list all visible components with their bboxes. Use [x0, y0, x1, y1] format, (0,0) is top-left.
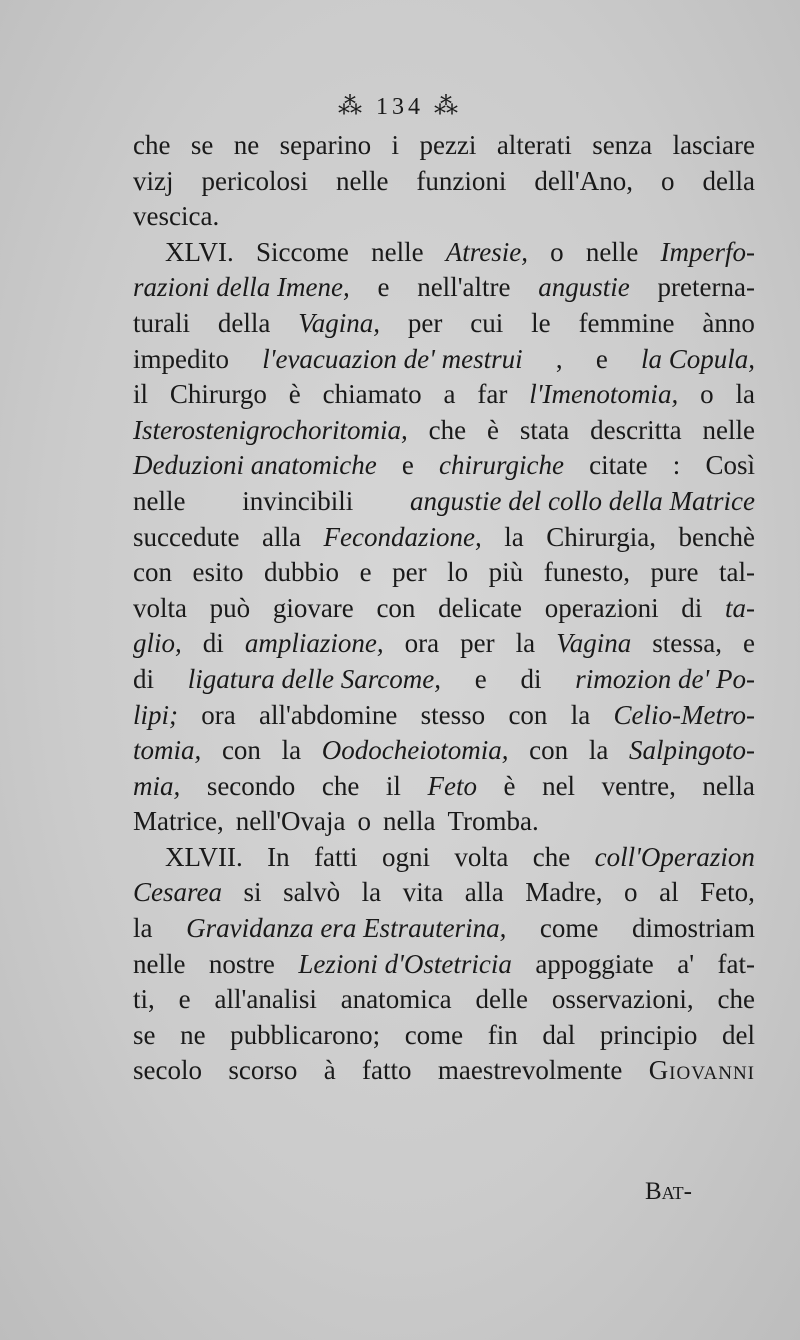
- word: è: [288, 379, 301, 410]
- word: delicate: [438, 592, 523, 623]
- word: Celio-Metro-: [613, 699, 755, 730]
- word: vita: [402, 877, 444, 908]
- word: che: [321, 770, 360, 801]
- word: Feto: [427, 770, 477, 801]
- word: Gravidanza era Estrauterina,: [186, 913, 507, 944]
- word: nelle: [133, 948, 186, 979]
- word: secolo: [133, 1055, 202, 1086]
- word: descritta: [590, 414, 682, 445]
- word: Vagina: [556, 628, 632, 659]
- word: a': [677, 948, 695, 979]
- word: Oodocheiotomia,: [321, 735, 509, 766]
- word: angustie del collo della Matrice: [410, 485, 755, 516]
- word: Siccome: [255, 236, 349, 267]
- word: Salpingoto-: [629, 735, 755, 766]
- word: Madre,: [525, 877, 603, 908]
- text-line: [133, 377, 755, 413]
- word: XLVII.: [165, 841, 243, 872]
- word: succedute: [133, 521, 240, 552]
- word: Fecondazione,: [323, 521, 482, 552]
- word: con: [221, 735, 261, 766]
- word: principio: [599, 1019, 698, 1050]
- word: la: [735, 379, 755, 410]
- word: della: [217, 307, 271, 338]
- word: esito: [192, 557, 244, 588]
- word: l'Imenotomia,: [529, 379, 679, 410]
- word: all'abdomine: [259, 699, 398, 730]
- text-line: [133, 662, 755, 698]
- word: Isterostenigrochoritomia,: [133, 414, 408, 445]
- word: più: [488, 557, 524, 588]
- word: fatti: [314, 841, 358, 872]
- word: chiamato: [322, 379, 422, 410]
- word: con: [376, 592, 416, 623]
- word: pericolosi: [201, 165, 308, 196]
- word: ,: [555, 343, 563, 374]
- word: angustie: [538, 272, 630, 303]
- word: :: [672, 450, 681, 481]
- word: all'analisi: [214, 984, 317, 1015]
- text-line: [133, 235, 755, 271]
- word: glio,: [133, 628, 182, 659]
- word: Matrice,: [133, 806, 224, 837]
- text-line: [133, 626, 755, 662]
- text-line: [133, 484, 755, 520]
- word: e: [178, 984, 191, 1015]
- word: o: [357, 806, 372, 837]
- text-line: [133, 270, 755, 306]
- word: In: [267, 841, 290, 872]
- word: scorso: [228, 1055, 298, 1086]
- text-line: [133, 982, 755, 1018]
- word: separino: [279, 130, 372, 160]
- text-line: [133, 911, 755, 947]
- word: ne: [180, 1019, 206, 1050]
- word: del: [721, 1019, 755, 1050]
- word: femmine: [578, 307, 675, 338]
- word: ora: [404, 628, 440, 659]
- word: nelle: [371, 236, 424, 267]
- word: il: [385, 770, 401, 801]
- word: o: [550, 236, 564, 267]
- ornament-left-icon: ⁂: [338, 94, 366, 120]
- text-line: [133, 520, 755, 556]
- word: o: [700, 379, 714, 410]
- text-line: [133, 448, 755, 484]
- text-line: [133, 306, 755, 342]
- text-line: [133, 1053, 755, 1089]
- page-header: [0, 92, 800, 121]
- text-line: [133, 591, 755, 627]
- word: e: [743, 628, 755, 659]
- word: o: [660, 165, 675, 196]
- word: dimostriam: [631, 913, 755, 944]
- word: con: [508, 699, 548, 730]
- word: per: [407, 307, 443, 338]
- word: appoggiate: [535, 948, 654, 979]
- word: mia,: [133, 770, 181, 801]
- word: tomia,: [133, 735, 202, 766]
- word: della: [702, 165, 755, 196]
- word: le: [531, 307, 551, 338]
- word: fat-: [717, 948, 755, 979]
- word: funesto,: [543, 557, 630, 588]
- word: nella: [702, 770, 755, 801]
- text-line: [133, 413, 755, 449]
- word: la: [515, 628, 536, 659]
- word: Chirurgo: [169, 379, 267, 410]
- word: ligatura delle Sarcome,: [187, 663, 441, 694]
- word: Atresie,: [445, 236, 528, 267]
- word: la: [361, 877, 382, 908]
- word: lasciare: [672, 130, 755, 160]
- word: di: [133, 663, 155, 694]
- word: ti,: [133, 984, 155, 1015]
- word: ora: [201, 699, 236, 730]
- word: XLVI.: [165, 236, 234, 267]
- word: tal-: [719, 557, 755, 588]
- word: far: [477, 379, 508, 410]
- text-line: [133, 164, 755, 200]
- word: la: [570, 699, 591, 730]
- word: senza: [592, 130, 653, 160]
- word: Cesarea: [133, 877, 222, 908]
- word: citate: [589, 450, 648, 481]
- word: come: [404, 1019, 464, 1050]
- word: alterati: [496, 130, 572, 160]
- word: di: [520, 663, 542, 694]
- word: e: [474, 663, 487, 694]
- word: la Copula,: [640, 343, 755, 374]
- text-line: [133, 947, 755, 983]
- word: al: [659, 877, 679, 908]
- word: operazioni: [544, 592, 659, 623]
- text-line: [133, 804, 755, 840]
- word: per: [392, 557, 427, 588]
- word: nostre: [208, 948, 275, 979]
- word: a: [443, 379, 456, 410]
- word: salvò: [283, 877, 341, 908]
- text-line: [133, 840, 755, 876]
- word: nelle: [133, 485, 186, 516]
- word: lipi;: [133, 699, 178, 730]
- word: se: [133, 1019, 156, 1050]
- text-line: [133, 875, 755, 911]
- word: nell'altre: [417, 272, 511, 303]
- word: secondo: [206, 770, 296, 801]
- word: coll'Operazion: [594, 841, 755, 872]
- word: funzioni: [416, 165, 507, 196]
- word: pezzi: [419, 130, 477, 160]
- word: nel: [542, 770, 576, 801]
- word: è: [486, 414, 499, 445]
- word: alla: [261, 521, 301, 552]
- word: stata: [519, 414, 570, 445]
- text-line: [133, 555, 755, 591]
- word: Giovanni: [648, 1055, 755, 1086]
- word: la: [588, 735, 609, 766]
- word: rimozion de' Po-: [575, 663, 755, 694]
- word: con: [529, 735, 569, 766]
- body-text: [133, 128, 755, 1089]
- word: come: [539, 913, 599, 944]
- word: che: [133, 130, 171, 160]
- text-line: [133, 128, 755, 164]
- page-number: 134: [376, 94, 424, 120]
- word: Tromba.: [447, 806, 539, 837]
- word: che: [717, 984, 755, 1015]
- word: nelle: [585, 236, 639, 267]
- word: à: [323, 1055, 336, 1086]
- word: fatto: [362, 1055, 412, 1086]
- word: volta: [454, 841, 509, 872]
- word: e: [595, 343, 608, 374]
- word: se: [190, 130, 214, 160]
- word: i: [391, 130, 400, 160]
- word: stesso: [420, 699, 486, 730]
- catchword: Bat-: [645, 1178, 692, 1205]
- word: può: [209, 592, 251, 623]
- word: nell'Ovaja: [235, 806, 346, 837]
- text-line: [133, 1018, 755, 1054]
- word: l'evacuazion de' mestrui: [262, 343, 523, 374]
- word: cui: [470, 307, 504, 338]
- word: fin: [487, 1019, 518, 1050]
- word: ànno: [702, 307, 755, 338]
- word: pubblicarono;: [230, 1019, 381, 1050]
- word: e: [377, 272, 390, 303]
- word: delle: [475, 984, 529, 1015]
- word: giovare: [272, 592, 354, 623]
- ornament-right-icon: ⁂: [434, 94, 462, 120]
- word: ta-: [724, 592, 755, 623]
- word: volta: [133, 592, 187, 623]
- word: ampliazione,: [244, 628, 384, 659]
- word: preterna-: [657, 272, 755, 303]
- word: maestrevolmente: [437, 1055, 623, 1086]
- word: benchè: [678, 521, 755, 552]
- word: stessa,: [652, 628, 722, 659]
- word: razioni della Imene,: [133, 272, 350, 303]
- word: con: [133, 557, 172, 588]
- word: e: [359, 557, 372, 588]
- word: anatomica: [340, 984, 452, 1015]
- word: Vagina,: [298, 307, 381, 338]
- word: ne: [233, 130, 260, 160]
- text-line: [133, 342, 755, 378]
- word: invincibili: [242, 485, 354, 516]
- word: chirurgiche: [439, 450, 564, 481]
- word: nelle: [335, 165, 389, 196]
- text-line: [133, 733, 755, 769]
- word: nella: [383, 806, 436, 837]
- word: impedito: [133, 343, 229, 374]
- word: si: [243, 877, 262, 908]
- word: per: [460, 628, 495, 659]
- word: Deduzioni anatomiche: [133, 450, 377, 481]
- word: di: [202, 628, 224, 659]
- word: di: [681, 592, 703, 623]
- word: Così: [705, 450, 755, 481]
- word: o: [624, 877, 638, 908]
- word: è: [503, 770, 516, 801]
- word: che: [532, 841, 571, 872]
- word: che: [428, 414, 467, 445]
- word: dell'Ano,: [534, 165, 633, 196]
- word: turali: [133, 307, 190, 338]
- word: dal: [542, 1019, 576, 1050]
- text-line: [133, 698, 755, 734]
- text-line: [133, 199, 755, 235]
- word: osservazioni,: [551, 984, 694, 1015]
- word: Feto,: [700, 877, 755, 908]
- word: vizj: [133, 165, 174, 196]
- word: la: [504, 521, 524, 552]
- word: ogni: [381, 841, 430, 872]
- word: nelle: [702, 414, 755, 445]
- word: vescica.: [133, 201, 220, 232]
- word: la: [281, 735, 302, 766]
- word: Lezioni d'Ostetricia: [298, 948, 512, 979]
- word: pure: [650, 557, 699, 588]
- word: il: [133, 379, 149, 410]
- word: dubbio: [264, 557, 340, 588]
- text-line: [133, 769, 755, 805]
- word: lo: [447, 557, 469, 588]
- word: la: [133, 913, 153, 944]
- word: Chirurgia,: [546, 521, 657, 552]
- word: Imperfo-: [660, 236, 755, 267]
- word: ventre,: [601, 770, 676, 801]
- word: alla: [464, 877, 504, 908]
- word: e: [401, 450, 414, 481]
